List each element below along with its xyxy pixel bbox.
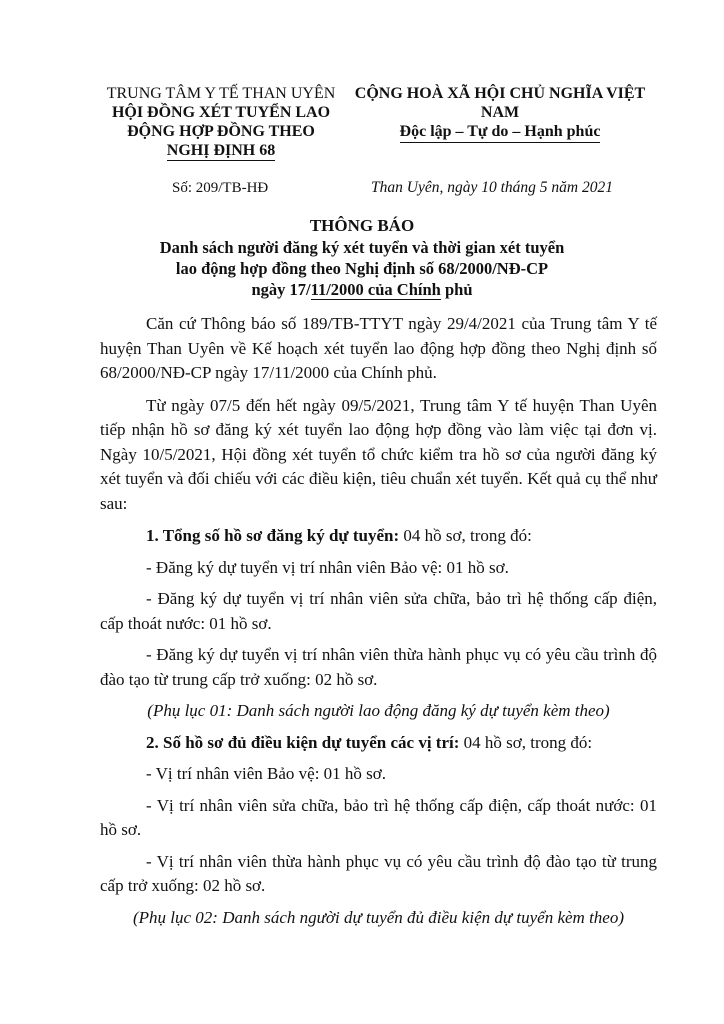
section-1-summary: 04 hồ sơ, trong đó: bbox=[399, 526, 532, 545]
nation-name: CỘNG HOÀ XÃ HỘI CHỦ NGHĨA VIỆT NAM bbox=[354, 85, 646, 121]
section-2-title: 2. Số hồ sơ đủ điều kiện dự tuyển các vị trí: bbox=[146, 732, 460, 752]
section-2-heading bbox=[100, 731, 657, 756]
council-name-line-3-wrap bbox=[96, 141, 346, 161]
document-number: Số: 209/TB-HĐ bbox=[172, 180, 269, 196]
document-title bbox=[100, 215, 624, 300]
document-date: Than Uyên, ngày 10 tháng 5 năm 2021 bbox=[371, 179, 613, 196]
title-sub-line-2: lao động hợp đồng theo Nghị định số 68/2000/NĐ-CP bbox=[175, 259, 549, 278]
section-2-item-2: - Vị trí nhân viên sửa chữa, bảo trì hệ thống cấp điện, cấp thoát nước: 01 hồ sơ. bbox=[100, 795, 657, 839]
title-sub-line-3-post: phủ bbox=[440, 280, 473, 299]
paragraph-process: Từ ngày 07/5 đến hết ngày 09/5/2021, Trung tâm Y tế huyện Than Uyên tiếp nhận hồ sơ đăng ký xét tuyển lao động hợp đồng vào làm việc tại đơn vị. Ngày 10/5/2021, Hội đồng xét tuyển tổ chức kiểm tra hồ sơ của người đăng ký xét tuyển và đối chiếu với các điều kiện, tiêu chuẩn xét tuyển. Kết quả cụ thể như sau: bbox=[100, 395, 657, 513]
title-sub-line-3 bbox=[100, 279, 624, 300]
section-2-item-1: - Vị trí nhân viên Bảo vệ: 01 hồ sơ. bbox=[146, 764, 387, 783]
section-1-title: 1. Tổng số hồ sơ đăng ký dự tuyển: bbox=[146, 526, 400, 545]
appendix-02-note: (Phụ lục 02: Danh sách người dự tuyển đủ điều kiện dự tuyển kèm theo) bbox=[132, 907, 625, 927]
national-header bbox=[340, 84, 660, 143]
council-name-line-3: NGHỊ ĐỊNH 68 bbox=[166, 142, 276, 159]
appendix-01-note: (Phụ lục 01: Danh sách người lao động đăng ký dự tuyển kèm theo) bbox=[147, 701, 610, 720]
section-1-heading bbox=[100, 524, 657, 549]
title-main: THÔNG BÁO bbox=[309, 216, 415, 235]
section-1-item-1: - Đăng ký dự tuyển vị trí nhân viên Bảo vệ: 01 hồ sơ. bbox=[146, 557, 509, 577]
section-2-item-3: - Vị trí nhân viên thừa hành phục vụ có yêu cầu trình độ đào tạo từ trung cấp trở xuống: 02 hồ sơ. bbox=[100, 851, 657, 895]
title-sub-line-3-pre: ngày 17/ bbox=[251, 280, 311, 299]
motto-wrap bbox=[340, 122, 660, 143]
section-1-item-3: - Đăng ký dự tuyển vị trí nhân viên thừa hành phục vụ có yêu cầu trình độ đào tạo từ trung cấp trở xuống: 02 hồ sơ. bbox=[100, 645, 657, 689]
parent-organization: TRUNG TÂM Y TẾ THAN UYÊN bbox=[106, 85, 336, 102]
council-name-line-1: HỘI ĐỒNG XÉT TUYỂN LAO bbox=[111, 104, 331, 121]
title-sub-line-1: Danh sách người đăng ký xét tuyển và thời gian xét tuyển bbox=[159, 238, 565, 257]
national-motto: Độc lập – Tự do – Hạnh phúc bbox=[400, 122, 601, 143]
section-2-summary: 04 hồ sơ, trong đó: bbox=[459, 732, 593, 752]
paragraph-legal-basis: Căn cứ Thông báo số 189/TB-TTYT ngày 29/4/2021 của Trung tâm Y tế huyện Than Uyên về Kế hoạch xét tuyển lao động hợp đồng theo Nghị định số 68/2000/NĐ-CP ngày 17/11/2000 của Chính phủ. bbox=[100, 314, 657, 382]
document-body bbox=[100, 312, 657, 937]
council-name-line-2: ĐỘNG HỢP ĐỒNG THEO bbox=[127, 123, 315, 140]
section-1-item-2: - Đăng ký dự tuyển vị trí nhân viên sửa chữa, bảo trì hệ thống cấp điện, cấp thoát nước: 01 hồ sơ. bbox=[100, 589, 657, 633]
title-sub-line-3-underlined: 11/2000 của Chính bbox=[310, 280, 441, 299]
issuing-organization bbox=[96, 84, 346, 161]
